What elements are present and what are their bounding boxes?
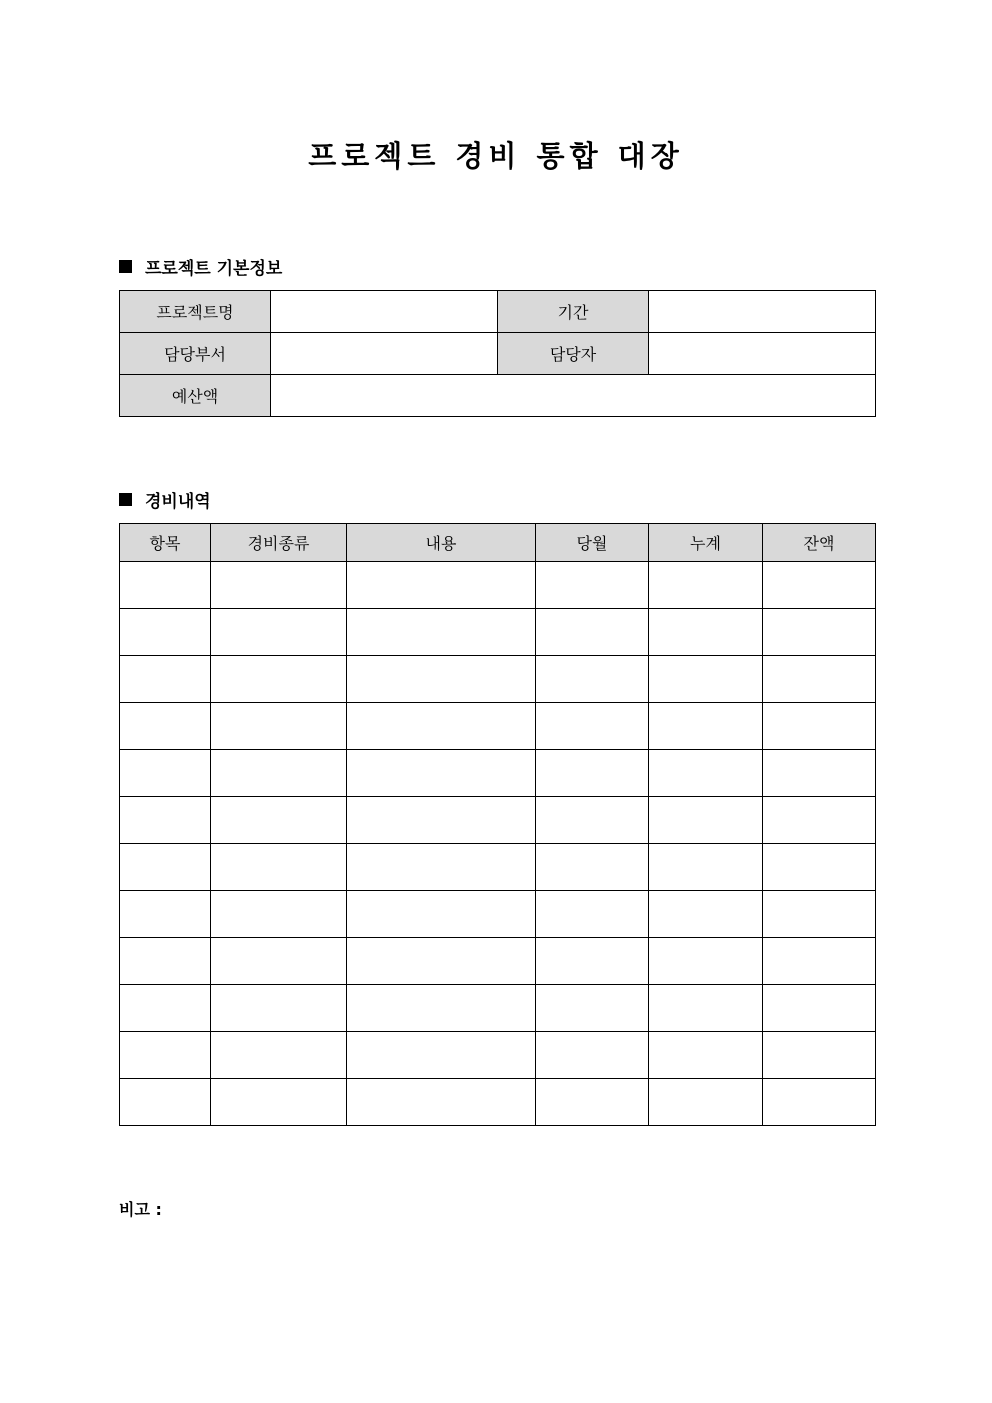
cell-this-month[interactable] [536, 891, 649, 938]
manager-label: 담당자 [498, 333, 649, 375]
cell-expense-type[interactable] [211, 938, 347, 985]
cell-this-month[interactable] [536, 1079, 649, 1126]
project-info-table [119, 290, 876, 417]
budget-field[interactable] [271, 375, 876, 417]
document-title: 프로젝트 경비 통합 대장 [308, 139, 684, 173]
column-header-expense-type: 경비종류 [211, 524, 347, 562]
square-bullet-icon [119, 260, 132, 273]
department-label: 담당부서 [120, 333, 271, 375]
cell-item[interactable] [120, 1079, 211, 1126]
cell-cumulative[interactable] [649, 844, 763, 891]
cell-this-month[interactable] [536, 938, 649, 985]
cell-expense-type[interactable] [211, 656, 347, 703]
cell-cumulative[interactable] [649, 938, 763, 985]
cell-balance[interactable] [763, 985, 876, 1032]
info-section-heading [119, 254, 282, 279]
cell-expense-type[interactable] [211, 797, 347, 844]
cell-balance[interactable] [763, 609, 876, 656]
cell-description[interactable] [347, 703, 536, 750]
period-field[interactable] [649, 291, 876, 333]
column-header-description: 내용 [347, 524, 536, 562]
manager-field[interactable] [649, 333, 876, 375]
cell-cumulative[interactable] [649, 562, 763, 609]
info-row-budget [120, 375, 876, 417]
project-name-field[interactable] [271, 291, 498, 333]
cell-expense-type[interactable] [211, 891, 347, 938]
cell-description[interactable] [347, 609, 536, 656]
cell-balance[interactable] [763, 656, 876, 703]
project-name-label: 프로젝트명 [120, 291, 271, 333]
cell-cumulative[interactable] [649, 985, 763, 1032]
column-header-balance: 잔액 [763, 524, 876, 562]
table-row [120, 891, 876, 938]
cell-item[interactable] [120, 1032, 211, 1079]
department-field[interactable] [271, 333, 498, 375]
table-row [120, 703, 876, 750]
cell-description[interactable] [347, 1079, 536, 1126]
cell-description[interactable] [347, 938, 536, 985]
info-section-heading-text: 프로젝트 기본정보 [145, 259, 283, 279]
cell-cumulative[interactable] [649, 1032, 763, 1079]
cell-cumulative[interactable] [649, 656, 763, 703]
table-row [120, 985, 876, 1032]
table-row [120, 1079, 876, 1126]
expense-section-heading-text: 경비내역 [145, 492, 211, 512]
cell-this-month[interactable] [536, 703, 649, 750]
cell-expense-type[interactable] [211, 562, 347, 609]
cell-balance[interactable] [763, 891, 876, 938]
cell-item[interactable] [120, 750, 211, 797]
expense-table [119, 523, 876, 1126]
column-header-cumulative: 누계 [649, 524, 763, 562]
info-row-project [120, 291, 876, 333]
table-row [120, 844, 876, 891]
cell-cumulative[interactable] [649, 797, 763, 844]
budget-label: 예산액 [120, 375, 271, 417]
table-row [120, 609, 876, 656]
cell-description[interactable] [347, 985, 536, 1032]
cell-cumulative[interactable] [649, 750, 763, 797]
cell-item[interactable] [120, 985, 211, 1032]
cell-this-month[interactable] [536, 562, 649, 609]
cell-expense-type[interactable] [211, 1032, 347, 1079]
cell-item[interactable] [120, 656, 211, 703]
remarks-label: 비고 : [119, 1200, 162, 1219]
info-row-department [120, 333, 876, 375]
table-row [120, 656, 876, 703]
cell-this-month[interactable] [536, 609, 649, 656]
cell-cumulative[interactable] [649, 891, 763, 938]
cell-this-month[interactable] [536, 844, 649, 891]
cell-expense-type[interactable] [211, 985, 347, 1032]
expense-section-heading [119, 487, 211, 512]
cell-item[interactable] [120, 703, 211, 750]
cell-cumulative[interactable] [649, 703, 763, 750]
table-row [120, 750, 876, 797]
cell-description[interactable] [347, 1032, 536, 1079]
cell-balance[interactable] [763, 1079, 876, 1126]
square-bullet-icon [119, 493, 132, 506]
table-row [120, 1032, 876, 1079]
cell-description[interactable] [347, 656, 536, 703]
cell-cumulative[interactable] [649, 609, 763, 656]
table-row [120, 938, 876, 985]
cell-description[interactable] [347, 562, 536, 609]
cell-description[interactable] [347, 750, 536, 797]
cell-cumulative[interactable] [649, 1079, 763, 1126]
cell-this-month[interactable] [536, 750, 649, 797]
table-row [120, 562, 876, 609]
cell-balance[interactable] [763, 844, 876, 891]
cell-expense-type[interactable] [211, 609, 347, 656]
cell-balance[interactable] [763, 750, 876, 797]
cell-item[interactable] [120, 844, 211, 891]
cell-description[interactable] [347, 797, 536, 844]
cell-this-month[interactable] [536, 1032, 649, 1079]
cell-balance[interactable] [763, 797, 876, 844]
cell-item[interactable] [120, 562, 211, 609]
cell-item[interactable] [120, 938, 211, 985]
expense-header-row [120, 524, 876, 562]
cell-description[interactable] [347, 844, 536, 891]
cell-expense-type[interactable] [211, 1079, 347, 1126]
cell-balance[interactable] [763, 938, 876, 985]
cell-expense-type[interactable] [211, 703, 347, 750]
period-label: 기간 [498, 291, 649, 333]
column-header-item: 항목 [120, 524, 211, 562]
cell-description[interactable] [347, 891, 536, 938]
expense-table-body [120, 562, 876, 1126]
cell-item[interactable] [120, 609, 211, 656]
cell-balance[interactable] [763, 562, 876, 609]
cell-balance[interactable] [763, 1032, 876, 1079]
cell-item[interactable] [120, 797, 211, 844]
cell-balance[interactable] [763, 703, 876, 750]
cell-this-month[interactable] [536, 985, 649, 1032]
cell-item[interactable] [120, 891, 211, 938]
cell-this-month[interactable] [536, 656, 649, 703]
remarks [119, 1197, 162, 1220]
cell-expense-type[interactable] [211, 844, 347, 891]
cell-this-month[interactable] [536, 797, 649, 844]
cell-expense-type[interactable] [211, 750, 347, 797]
table-row [120, 797, 876, 844]
column-header-this-month: 당월 [536, 524, 649, 562]
